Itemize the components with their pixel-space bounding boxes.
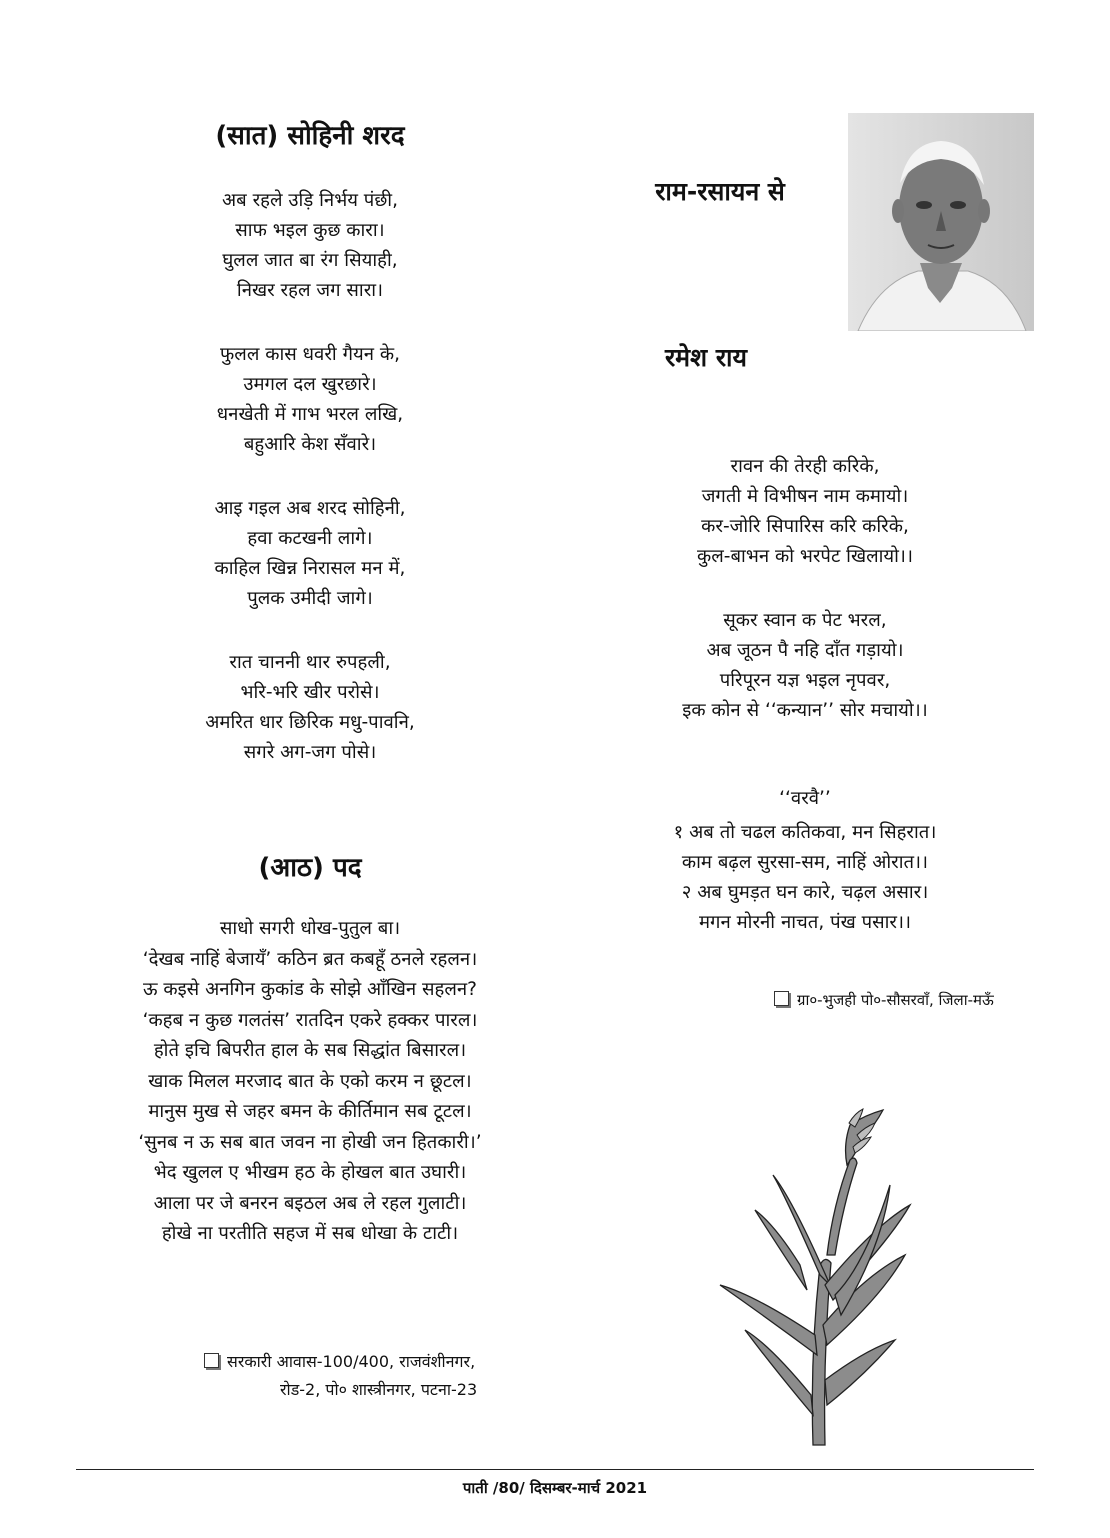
poem8-body [80,914,540,1250]
verse-line: होखे ना परतीति सहज में सब धोखा के टाटी। [161,1223,459,1244]
address-line-2: रोड-2, पो० शास्त्रीनगर, पटना-23 [280,1380,478,1399]
barvai-title: ‘‘वरवै’’ [779,788,831,809]
section-title: राम-रसायन से [655,177,785,206]
verse-line: बहुआरि केश सँवारे। [243,434,377,455]
verse-line: मानुस मुख से जहर बमन के कीर्तिमान सब टूटल। [148,1101,472,1122]
author-photo [848,113,1034,331]
verse-line: भेद खुलल ए भीखम हठ के होखल बात उघारी। [153,1162,467,1183]
verse-line: भरि-भरि खीर परोसे। [240,682,380,703]
ram-rasayan-body [600,452,1010,760]
footer-rule [76,1469,1034,1470]
verse-line: फुलल कास धवरी गैयन के, [220,344,400,365]
verse-line: साधो सगरी धोख-पुतुल बा। [219,918,401,939]
poem7-stanza-3 [150,494,470,614]
verse-line: कुल-बाभन को भरपेट खिलायो।। [697,546,913,567]
left-address [204,1348,477,1404]
verse-line: हवा कटखनी लागे। [247,528,373,549]
bullet-square-icon [774,991,789,1006]
poem7-title: (सात) सोहिनी शरद [215,121,405,151]
verse-line: उमगल दल खुरछारे। [243,374,377,395]
verse-line: ‘कहब न कुछ गलतंस’ रातदिन एकरे हक्कर पारल। [142,1009,478,1031]
bullet-square-icon [204,1353,219,1368]
verse-line: १ अब तो चढल कतिकवा, मन सिहरात। [673,822,937,843]
barvai-body [590,818,1020,938]
address-text: ग्रा०-भुजही पो०-सौसरवाँ, जिला-मऊँ [797,991,994,1009]
verse-line: आइ गइल अब शरद सोहिनी, [214,498,406,519]
poem7-stanza-2 [150,340,470,460]
page-footer: पाती /80/ दिसम्बर-मार्च 2021 [462,1479,648,1497]
poem7-stanza-1 [150,186,470,306]
stanza-1 [600,452,1010,572]
verse-line: घुलल जात बा रंग सियाही, [222,250,398,271]
verse-line: मगन मोरनी नाचत, पंख पसार।। [698,912,912,933]
address-line-1: सरकारी आवास-100/400, राजवंशीनगर, [227,1352,476,1371]
verse-line: सूकर स्वान क पेट भरल, [723,610,887,631]
verse-line: अब जूठन पै नहि दाँत गड़ायो। [706,640,904,661]
verse-line: अमरित धार छिरिक मधु-पावनि, [205,712,415,733]
verse-line: सगरे अग-जग पोसे। [243,742,377,763]
verse-line: आला पर जे बनरन बइठल अब ले रहल गुलाटी। [153,1192,467,1214]
verse-line: अब रहले उड़ि निर्भय पंछी, [222,190,398,211]
verse-line: निखर रहल जग सारा। [236,280,384,301]
verse-line: काम बढ़ल सुरसा-सम, नाहिं ओरात।। [681,852,929,873]
verse-line: इक कोन से ‘‘कन्यान’’ सोर मचायो।। [682,700,928,721]
verse-line: कर-जोरि सिपारिस करि करिके, [701,516,909,537]
right-address [774,986,994,1014]
verse-line: ‘देखब नाहिं बेजायँ’ कठिन ब्रत कबहूँ ठनले रहलन। [142,948,478,970]
verse-line: धनखेती में गाभ भरल लखि, [216,404,404,425]
stanza-2 [600,606,1010,726]
verse-line: रात चाननी थार रुपहली, [229,652,391,673]
verse-line: जगती मे विभीषन नाम कमायो। [701,486,909,507]
verse-line: खाक मिलल मरजाद बात के एको करम न छूटल। [148,1070,472,1092]
wheat-plant-illustration [715,1105,935,1450]
poem7-stanza-4 [150,648,470,768]
verse-line: रावन की तेरही करिके, [730,456,880,477]
author-name: रमेश राय [664,343,748,372]
poem8-title: (आठ) पद [258,853,362,883]
verse-line: ऊ कइसे अनगिन कुकांड के सोझे आँखिन सहलन? [142,979,478,1000]
poem7-body [150,186,470,802]
verse-line: ‘सुनब न ऊ सब बात जवन ना होखी जन हितकारी।’ [138,1131,482,1153]
verse-line: होते इचि बिपरीत हाल के सब सिद्धांत बिसारल। [153,1040,467,1061]
verse-line: २ अब घुमड़त घन कारे, चढ़ल असार। [681,882,929,903]
verse-line: साफ भइल कुछ कारा। [235,220,385,241]
verse-line: परिपूरन यज्ञ भइल नृपवर, [719,670,891,691]
verse-line: पुलक उमीदी जागे। [247,588,373,609]
verse-line: काहिल खिन्न निरासल मन में, [214,558,406,579]
